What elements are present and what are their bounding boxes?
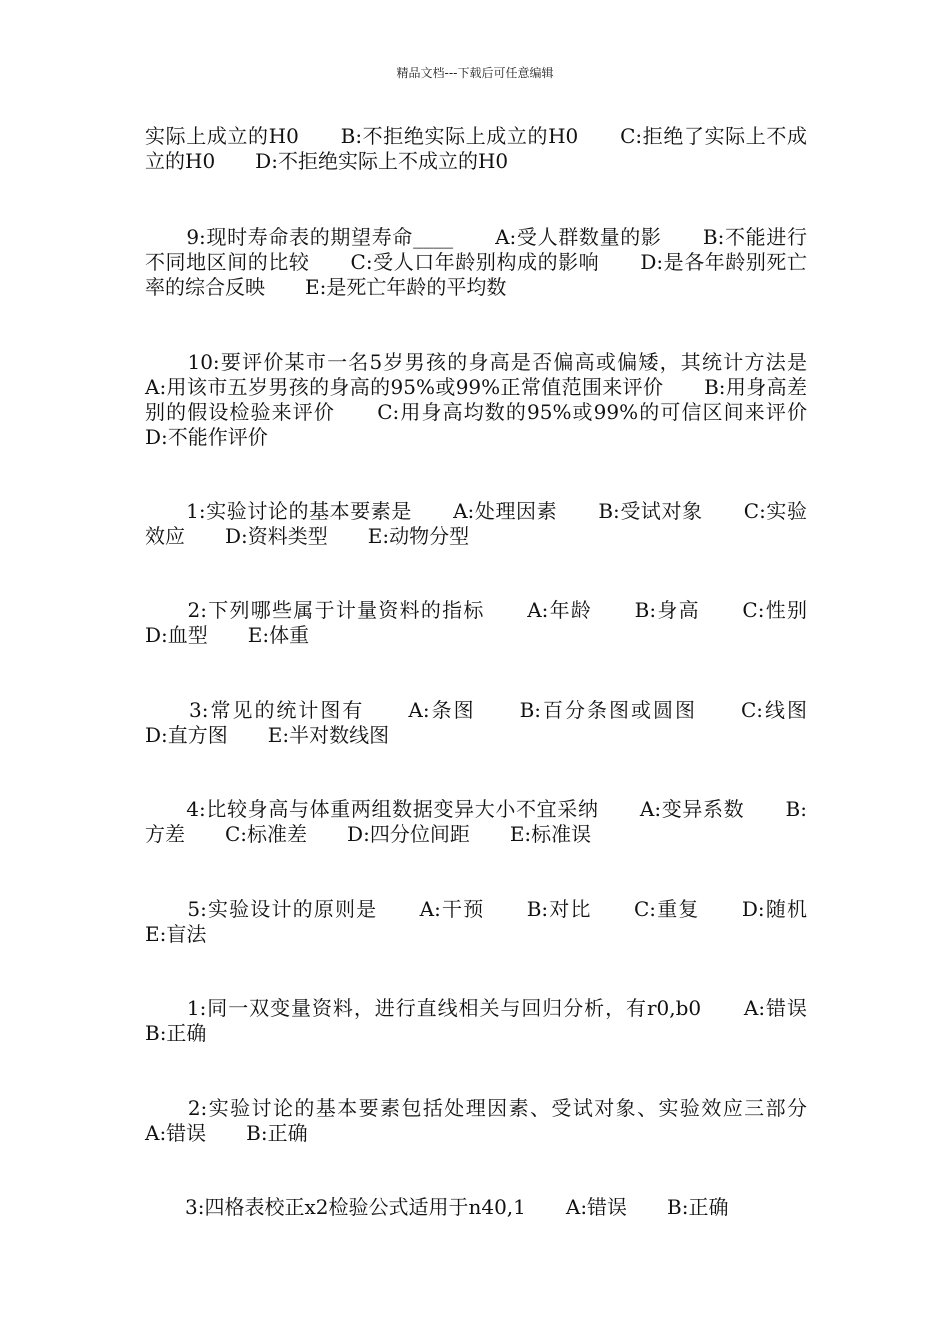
paragraph-multi-question-2: 2:下列哪些属于计量资料的指标 A:年龄 B:身高 C:性别 D:血型 E:体重	[145, 598, 847, 647]
paragraph-multi-question-5: 5:实验设计的原则是 A:干预 B:对比 C:重复 D:随机 E:盲法	[145, 897, 847, 946]
paragraph-judge-question-3: 3:四格表校正x2检验公式适用于n40,1 A:错误 B:正确	[145, 1195, 729, 1219]
page-header: 精品文档---下载后可任意编辑	[396, 66, 554, 80]
paragraph-prev-question-options: 实际上成立的H0 B:不拒绝实际上成立的H0 C:拒绝了实际上不成立的H0 D:不拒绝实际上不成立的H0	[145, 124, 807, 173]
paragraph-multi-question-1: 1:实验讨论的基本要素是 A:处理因素 B:受试对象 C:实验效应 D:资料类型 E:动物分型	[145, 499, 807, 548]
paragraph-question-10: 10:要评价某市一名5岁男孩的身高是否偏高或偏矮，其统计方法是 A:用该市五岁男孩的身高的95%或99%正常值范围来评价 B:用身高差别的假设检验来评价 C:用身高均数的95%或99%的可信区间来评价 D:不能作评价	[145, 350, 847, 449]
paragraph-judge-question-1: 1:同一双变量资料，进行直线相关与回归分析，有r0,b0 A:错误 B:正确	[145, 996, 847, 1045]
paragraph-multi-question-4: 4:比较身高与体重两组数据变异大小不宜采纳 A:变异系数 B:方差 C:标准差 D:四分位间距 E:标准误	[145, 797, 807, 846]
paragraph-judge-question-2: 2:实验讨论的基本要素包括处理因素、受试对象、实验效应三部分 A:错误 B:正确	[145, 1096, 847, 1145]
paragraph-multi-question-3: 3:常见的统计图有 A:条图 B:百分条图或圆图 C:线图 D:直方图 E:半对数线图	[145, 698, 847, 747]
paragraph-question-9: 9:现时寿命表的期望寿命____ A:受人群数量的影 B:不能进行不同地区间的比较 C:受人口年龄别构成的影响 D:是各年龄别死亡率的综合反映 E:是死亡年龄的平均数	[145, 225, 807, 299]
